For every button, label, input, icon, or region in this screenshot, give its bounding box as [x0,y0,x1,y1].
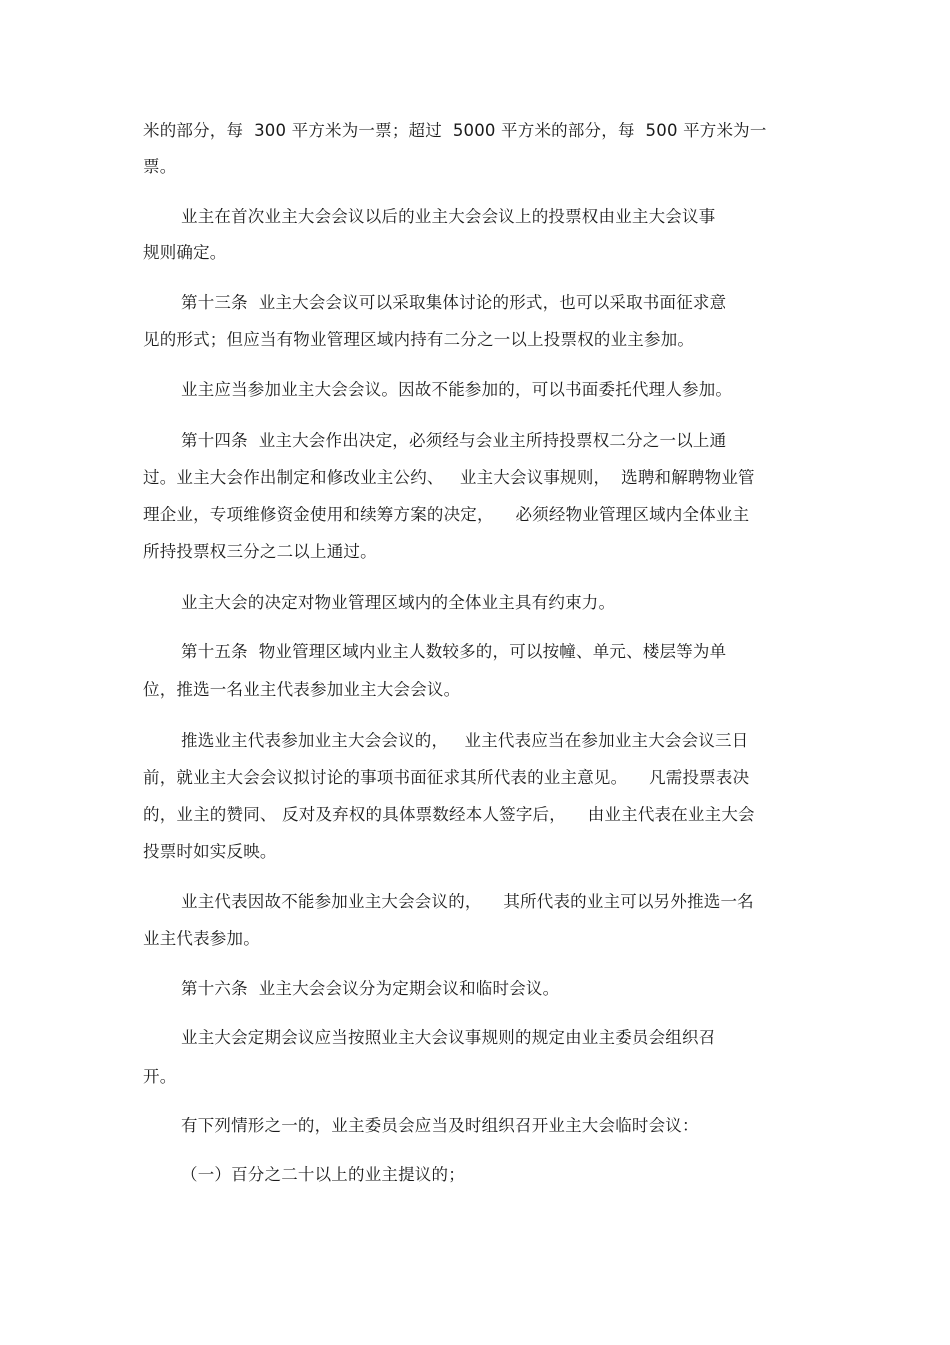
text-line: 第十五条 物业管理区域内业主人数较多的，可以按幢、单元、楼层等为单 [181,642,727,661]
text-line: 理企业，专项维修资金使用和续筹方案的决定， 必须经物业管理区域内全体业主 [143,505,750,524]
text-line: 第十四条 业主大会作出决定，必须经与会业主所持投票权二分之一以上通 [181,431,727,450]
text-line: 业主在首次业主大会会议以后的业主大会会议上的投票权由业主大会议事 [181,207,716,226]
text-line: 业主应当参加业主大会会议。因故不能参加的，可以书面委托代理人参加。 [181,380,733,399]
text-line: 见的形式；但应当有物业管理区域内持有二分之一以上投票权的业主参加。 [143,330,695,349]
text-line: 所持投票权三分之二以上通过。 [143,542,377,561]
text-line: 业主大会的决定对物业管理区域内的全体业主具有约束力。 [181,593,616,612]
text-line: 业主大会定期会议应当按照业主大会议事规则的规定由业主委员会组织召 [181,1028,716,1047]
text-line: 的，业主的赞同、 反对及弃权的具体票数经本人签字后， 由业主代表在业主大会 [143,805,755,824]
text-line: 米的部分，每 300 平方米为一票；超过 5000 平方米的部分，每 500 平方米为一 [143,121,767,140]
text-line: 有下列情形之一的，业主委员会应当及时组织召开业主大会临时会议： [181,1116,699,1135]
text-line: 业主代表因故不能参加业主大会会议的， 其所代表的业主可以另外推选一名 [181,892,754,911]
text-line: 票。 [143,157,177,176]
text-line: 投票时如实反映。 [143,842,277,861]
text-line: 开。 [143,1067,177,1086]
text-line: 过。业主大会作出制定和修改业主公约、 业主大会议事规则， 选聘和解聘物业管 [143,468,755,487]
text-line: 位，推选一名业主代表参加业主大会会议。 [143,680,461,699]
text-line: 前，就业主大会会议拟讨论的事项书面征求其所代表的业主意见。 凡需投票表决 [143,768,750,787]
text-line: 业主代表参加。 [143,929,260,948]
text-line: 第十三条 业主大会会议可以采取集体讨论的形式，也可以采取书面征求意 [181,293,727,312]
text-line: 第十六条 业主大会会议分为定期会议和临时会议。 [181,979,560,998]
text-line: 规则确定。 [143,243,227,262]
text-line: （一）百分之二十以上的业主提议的； [181,1165,465,1184]
text-line: 推选业主代表参加业主大会会议的， 业主代表应当在参加业主大会会议三日 [181,731,749,750]
